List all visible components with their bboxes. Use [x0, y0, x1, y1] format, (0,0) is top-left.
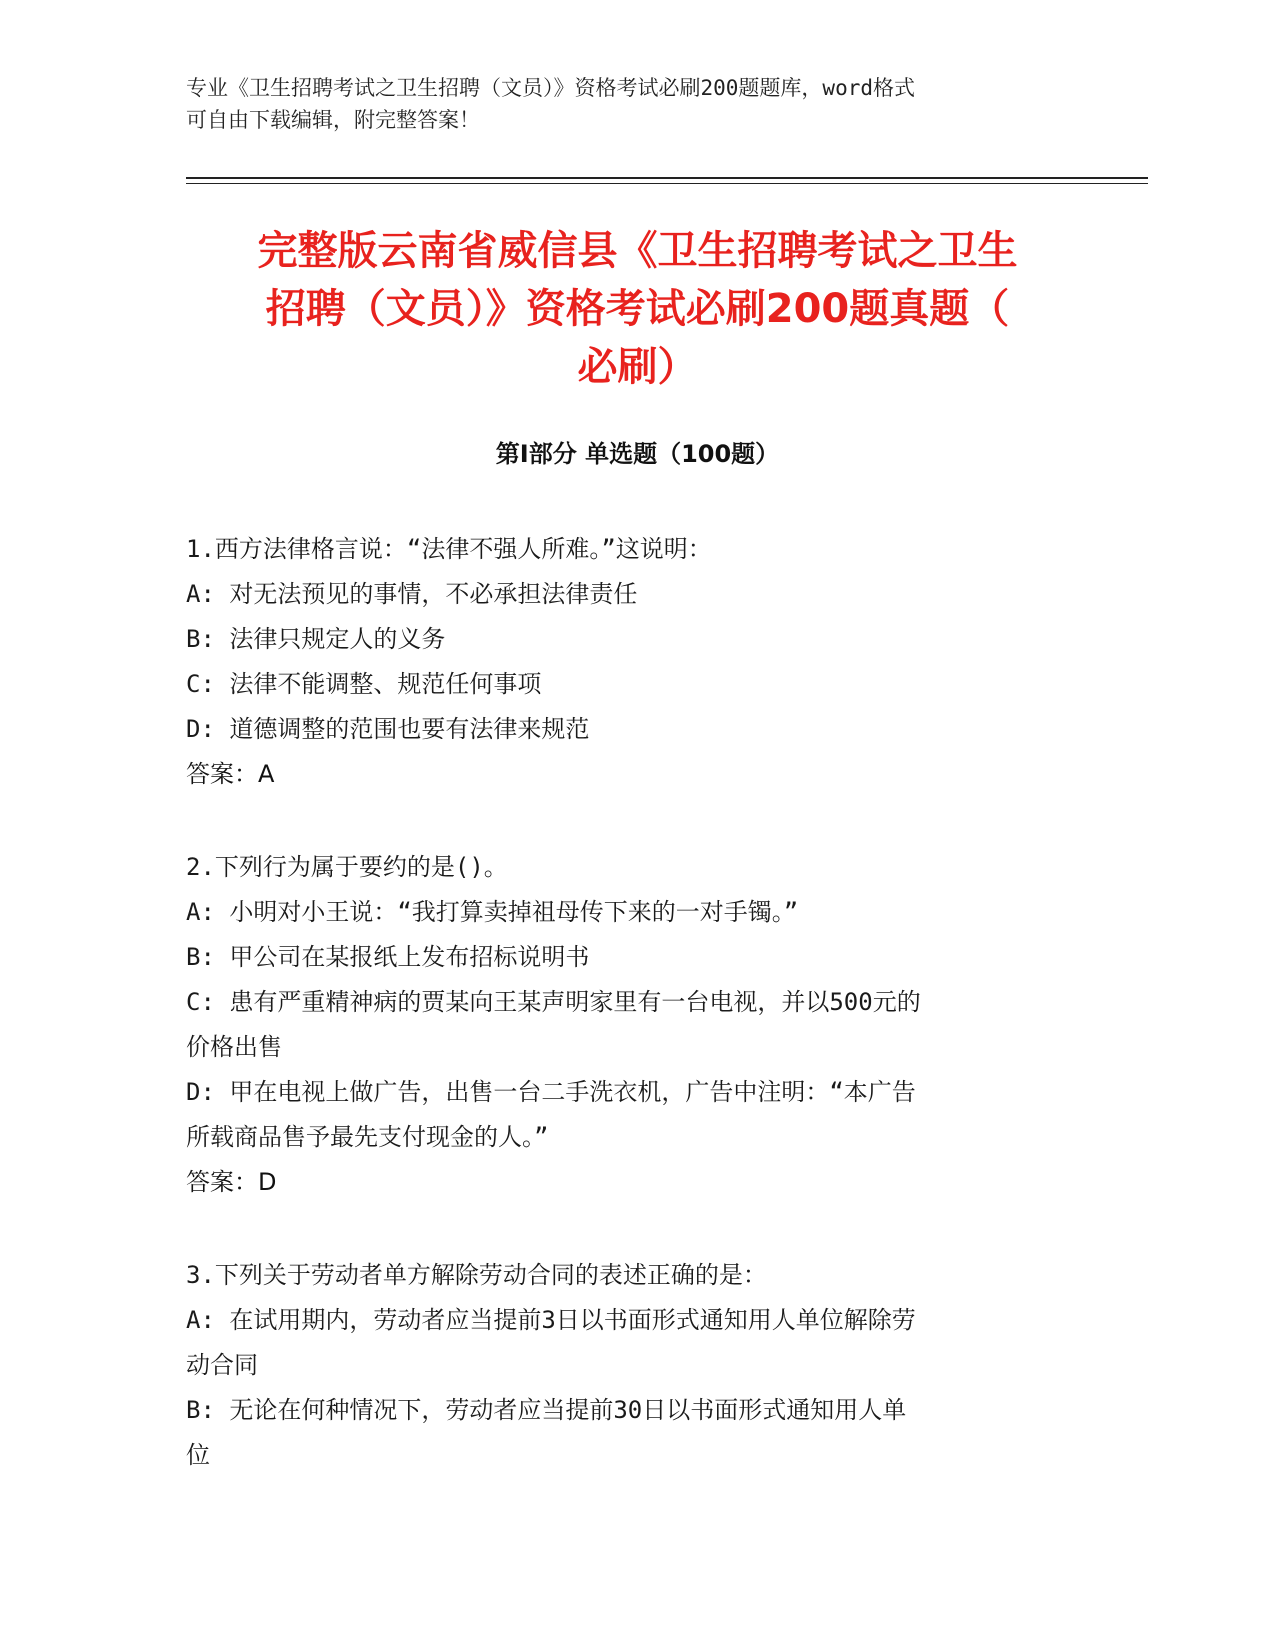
option-a: A: 在试用期内，劳动者应当提前3日以书面形式通知用人单位解除劳 [186, 1306, 916, 1334]
header-note-line: 可自由下载编辑，附完整答案！ [186, 108, 480, 132]
option-a: A: 小明对小王说：“我打算卖掉祖母传下来的一对手镯。” [186, 898, 799, 926]
option-b: B: 法律只规定人的义务 [186, 625, 446, 653]
title-line: 招聘（文员）》资格考试必刷200题真题（ [265, 286, 1010, 332]
question-3 [186, 1253, 1086, 1478]
option-d: D: 甲在电视上做广告，出售一台二手洗衣机，广告中注明：“本广告 [186, 1078, 916, 1106]
option-a: A: 对无法预见的事情，不必承担法律责任 [186, 580, 638, 608]
option-b: B: 无论在何种情况下，劳动者应当提前30日以书面形式通知用人单 [186, 1396, 907, 1424]
question-2 [186, 845, 1086, 1205]
option-b: B: 甲公司在某报纸上发布招标说明书 [186, 943, 590, 971]
option-d: D: 道德调整的范围也要有法律来规范 [186, 715, 590, 743]
answer-label: 答案：D [186, 1168, 277, 1196]
option-c: C: 法律不能调整、规范任何事项 [186, 670, 542, 698]
option-d-continued: 所载商品售予最先支付现金的人。” [186, 1123, 549, 1151]
option-a-continued: 动合同 [186, 1351, 258, 1379]
title-line: 必刷） [577, 344, 698, 390]
question-list [186, 527, 1086, 1526]
question-stem: 3.下列关于劳动者单方解除劳动合同的表述正确的是： [186, 1261, 767, 1289]
document-title [160, 222, 1115, 396]
question-stem: 2.下列行为属于要约的是()。 [186, 853, 508, 881]
title-line: 完整版云南省威信县《卫生招聘考试之卫生 [257, 228, 1018, 274]
option-b-continued: 位 [186, 1441, 210, 1469]
section-heading: 第Ⅰ部分 单选题（100题） [495, 440, 780, 468]
question-stem: 1.西方法律格言说：“法律不强人所难。”这说明： [186, 535, 712, 563]
option-c-continued: 价格出售 [186, 1033, 282, 1061]
header-divider-thin [186, 183, 1148, 184]
question-1 [186, 527, 1086, 797]
header-divider [186, 177, 1148, 179]
header-note [186, 72, 1066, 136]
header-note-line: 专业《卫生招聘考试之卫生招聘（文员）》资格考试必刷200题题库，word格式 [186, 76, 915, 100]
option-c: C: 患有严重精神病的贾某向王某声明家里有一台电视，并以500元的 [186, 988, 921, 1016]
answer-label: 答案：A [186, 760, 275, 788]
